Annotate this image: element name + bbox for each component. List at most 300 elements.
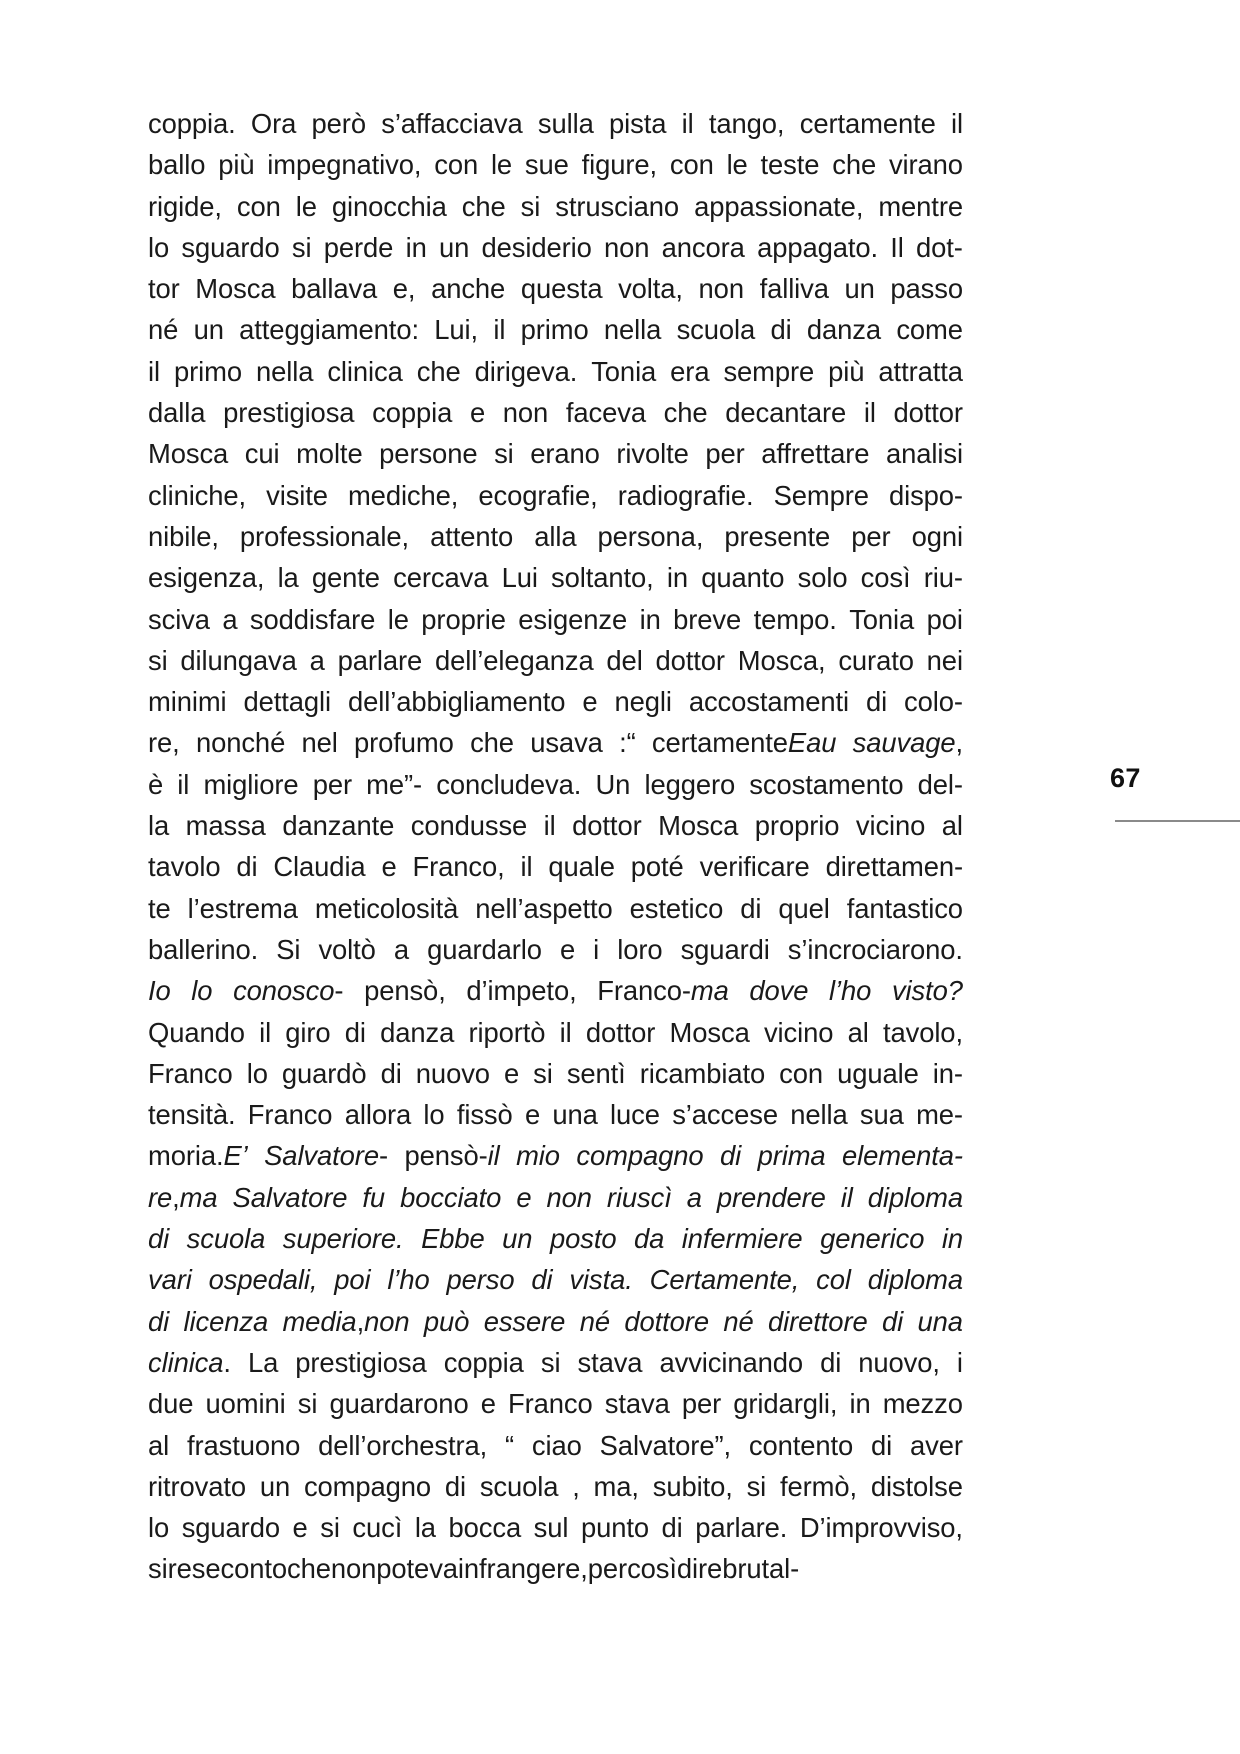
text-word <box>148 599 210 640</box>
roman-run: parlare <box>337 644 423 676</box>
text-word <box>218 144 254 185</box>
roman-run: tempo. <box>753 603 837 635</box>
text-word <box>447 1259 515 1300</box>
roman-run: prestigiosa <box>295 1346 427 1378</box>
text-word <box>910 1425 963 1466</box>
text-word <box>424 1301 469 1342</box>
text-word <box>188 888 298 929</box>
italic-run: dottore <box>624 1305 709 1337</box>
roman-run: persone <box>379 438 478 470</box>
roman-run: uomini <box>205 1388 286 1420</box>
roman-run: il <box>543 810 556 842</box>
text-word <box>600 1425 731 1466</box>
text-line <box>148 1507 963 1548</box>
text-word <box>845 268 875 309</box>
roman-run: la <box>414 1512 436 1544</box>
text-word <box>670 1012 750 1053</box>
roman-run: i <box>593 933 600 965</box>
italic-run: poi <box>334 1264 371 1296</box>
roman-run: meticolosità <box>314 892 459 924</box>
text-word <box>329 1383 468 1424</box>
text-word <box>293 1507 308 1548</box>
roman-run: tango, <box>708 108 785 139</box>
text-word <box>362 1177 385 1218</box>
roman-run: Lui, <box>434 314 479 346</box>
text-word <box>313 764 352 805</box>
text-word <box>491 144 512 185</box>
italic-run: scuola <box>186 1223 266 1255</box>
roman-run: sua <box>859 1099 904 1131</box>
italic-run: può <box>423 1305 470 1337</box>
roman-run: più <box>218 149 255 181</box>
text-line <box>148 681 963 722</box>
text-word <box>779 1053 823 1094</box>
text-line <box>148 1218 963 1259</box>
roman-run: primo <box>520 314 589 346</box>
text-word <box>615 681 672 722</box>
page-number-block <box>1110 762 1240 794</box>
text-word <box>462 186 506 227</box>
text-word <box>292 227 312 268</box>
text-word <box>942 805 963 846</box>
roman-run: stava <box>604 1388 670 1420</box>
folio-divider-rule <box>1115 820 1240 822</box>
roman-run: usava <box>530 727 603 759</box>
roman-run: sguardi <box>680 933 770 965</box>
text-word <box>627 1548 677 1589</box>
text-word <box>180 640 296 681</box>
text-word <box>560 1012 572 1053</box>
text-word <box>871 1466 963 1507</box>
roman-run: allora <box>344 1099 412 1131</box>
roman-run: appagato. <box>757 231 879 263</box>
roman-run: virano <box>888 149 963 181</box>
roman-run: coppia <box>443 1346 524 1378</box>
roman-run: breve <box>673 603 742 635</box>
text-word <box>634 1218 664 1259</box>
text-word <box>415 1507 436 1548</box>
roman-run: Mosca, <box>737 644 826 676</box>
roman-run: e <box>503 1057 520 1089</box>
roman-run: me- <box>916 1099 963 1131</box>
text-word <box>610 1094 660 1135</box>
roman-run: poteva <box>376 1553 458 1585</box>
text-word <box>656 640 725 681</box>
italic-run: conosco <box>233 975 335 1007</box>
roman-run: Un <box>595 768 631 800</box>
text-word <box>755 805 840 846</box>
text-word <box>837 1053 919 1094</box>
text-word <box>148 144 205 185</box>
roman-run: avvicinando <box>659 1346 804 1378</box>
roman-run: Il <box>890 231 904 263</box>
text-line <box>148 1177 963 1218</box>
roman-run: era <box>670 355 710 387</box>
text-word <box>521 186 541 227</box>
roman-run: volta, <box>618 273 683 305</box>
roman-run: Franco, <box>412 851 505 883</box>
text-word <box>609 103 666 144</box>
text-word <box>889 144 963 185</box>
italic-run: elementa- <box>842 1140 963 1172</box>
roman-run: ecografie, <box>478 479 598 511</box>
roman-run: e <box>381 851 397 883</box>
roman-run: nonché <box>195 727 286 759</box>
text-word <box>282 805 394 846</box>
roman-run: guardò <box>281 1057 367 1089</box>
text-word <box>148 1012 245 1053</box>
italic-run: di <box>719 1140 742 1172</box>
italic-run: diploma <box>867 1181 963 1213</box>
text-word <box>761 144 820 185</box>
roman-run: rese <box>167 1553 221 1585</box>
text-word <box>243 681 331 722</box>
text-word <box>886 433 963 474</box>
text-word <box>677 1548 722 1589</box>
roman-run: loro <box>617 933 663 965</box>
roman-run: condusse <box>410 810 528 842</box>
text-word <box>516 1135 560 1176</box>
italic-run: di <box>882 1305 904 1337</box>
text-word <box>533 1053 553 1094</box>
roman-run: con <box>779 1057 824 1089</box>
roman-run: re, <box>148 727 180 759</box>
text-word <box>168 1548 221 1589</box>
text-word <box>376 1548 458 1589</box>
text-line <box>148 929 963 970</box>
roman-run: negli <box>614 686 672 718</box>
text-word <box>733 1383 837 1424</box>
roman-run: gridargli, <box>733 1388 838 1420</box>
roman-run: il <box>559 1016 572 1048</box>
roman-run: in <box>666 562 689 594</box>
text-word <box>662 227 745 268</box>
italic-run: visto? <box>891 975 963 1007</box>
text-word <box>720 1135 741 1176</box>
text-word <box>757 227 878 268</box>
roman-run: danzante <box>282 810 395 842</box>
text-word <box>273 846 365 887</box>
roman-run: proprie <box>421 603 506 635</box>
text-line <box>148 433 963 474</box>
italic-run: il <box>487 1140 500 1172</box>
roman-run: coppia <box>372 397 453 429</box>
roman-run: tavolo <box>148 851 221 883</box>
text-word <box>493 309 505 350</box>
roman-run: riu- <box>923 562 963 594</box>
italic-run: dove <box>749 975 809 1007</box>
italic-run: da <box>633 1223 665 1255</box>
text-line <box>148 309 963 350</box>
text-word <box>148 186 222 227</box>
roman-run: si <box>520 190 541 222</box>
text-word <box>525 144 569 185</box>
roman-run: nell’aspetto <box>475 892 613 924</box>
text-word <box>604 309 661 350</box>
text-word <box>148 1548 168 1589</box>
text-word <box>148 888 171 929</box>
text-line <box>148 557 963 598</box>
text-word <box>951 103 963 144</box>
roman-run: e <box>469 397 486 429</box>
text-word <box>853 722 963 763</box>
roman-run: non <box>502 397 549 429</box>
roman-run: dettagli <box>243 686 332 718</box>
text-word <box>878 186 963 227</box>
roman-run: distolse <box>870 1470 963 1502</box>
text-word <box>847 888 963 929</box>
roman-run: giro <box>285 1016 331 1048</box>
italic-run: direttore <box>768 1305 868 1337</box>
italic-run: Eau <box>787 727 837 759</box>
roman-run: soddisfare <box>249 603 376 635</box>
roman-run: soltanto, <box>551 562 654 594</box>
text-word <box>148 805 169 846</box>
roman-run: la <box>148 810 170 842</box>
text-word <box>174 351 242 392</box>
text-word <box>598 516 704 557</box>
text-word <box>858 1342 940 1383</box>
text-word <box>606 640 642 681</box>
roman-run: d’impeto, <box>466 975 577 1007</box>
roman-run: impegnativo, <box>267 149 422 181</box>
italic-run: vari <box>148 1264 192 1296</box>
text-word <box>318 1425 487 1466</box>
roman-run: “ <box>505 1429 515 1461</box>
text-word <box>148 1177 218 1218</box>
text-word <box>624 1301 709 1342</box>
text-word <box>251 103 296 144</box>
roman-run: , <box>572 1470 580 1502</box>
text-word <box>644 764 735 805</box>
text-word <box>304 1466 431 1507</box>
text-line <box>148 1259 963 1300</box>
text-line <box>148 103 963 144</box>
text-word <box>348 681 565 722</box>
text-word <box>503 392 548 433</box>
text-word <box>381 103 522 144</box>
roman-run: si <box>533 1057 553 1089</box>
text-word <box>478 475 597 516</box>
roman-run: clinica <box>327 355 403 387</box>
roman-run: strusciano <box>555 190 680 222</box>
italic-run: di <box>148 1305 170 1337</box>
roman-run: luce <box>610 1099 660 1131</box>
roman-run: sempre <box>723 355 815 387</box>
text-word <box>148 1425 169 1466</box>
roman-run: perde <box>323 231 394 263</box>
roman-run: pista <box>609 108 667 139</box>
roman-run: moria. <box>148 1140 224 1172</box>
italic-run: ma <box>690 975 729 1007</box>
roman-run: Sempre <box>773 479 869 511</box>
roman-run: Ora <box>250 108 297 139</box>
italic-run: Io <box>148 975 171 1007</box>
text-word <box>457 1094 513 1135</box>
text-word <box>148 1507 169 1548</box>
roman-run: guardarlo <box>427 933 542 965</box>
roman-run: sguardo <box>181 231 280 263</box>
text-word <box>148 1342 231 1383</box>
roman-run: attratta <box>878 355 963 387</box>
text-line <box>148 1342 963 1383</box>
roman-run: in <box>639 603 661 635</box>
text-word <box>616 433 688 474</box>
text-word <box>740 888 761 929</box>
text-word <box>807 309 881 350</box>
text-word <box>701 557 784 598</box>
text-word <box>774 475 869 516</box>
text-word <box>148 351 160 392</box>
roman-run: stava <box>577 1346 643 1378</box>
roman-run: tor <box>148 273 180 305</box>
text-word <box>681 929 770 970</box>
text-word <box>758 1135 826 1176</box>
text-word <box>912 516 963 557</box>
roman-run: il <box>681 108 694 139</box>
roman-run: nei <box>926 644 963 676</box>
text-word <box>148 764 163 805</box>
text-word <box>687 1177 702 1218</box>
roman-run: di <box>344 1016 366 1048</box>
text-word <box>560 929 575 970</box>
text-word <box>331 1548 376 1589</box>
text-word <box>404 1135 499 1176</box>
roman-run: te <box>148 892 171 924</box>
text-word <box>259 1012 271 1053</box>
text-word <box>247 1053 268 1094</box>
roman-run: cui <box>244 438 280 470</box>
text-word <box>653 1466 733 1507</box>
text-word <box>828 351 864 392</box>
text-word <box>327 351 402 392</box>
text-word <box>439 227 469 268</box>
roman-run: con <box>669 149 714 181</box>
italic-run: clinica <box>148 1346 224 1378</box>
roman-run: certamente <box>651 727 788 759</box>
text-word <box>849 599 914 640</box>
roman-run: con <box>434 149 479 181</box>
text-word <box>838 640 914 681</box>
italic-run: ma <box>179 1181 218 1213</box>
text-word <box>820 1342 841 1383</box>
roman-run: la <box>277 562 299 594</box>
roman-run: Franco <box>148 1057 233 1089</box>
roman-run: s’incrociarono. <box>787 933 963 965</box>
text-word <box>694 186 863 227</box>
text-word <box>717 1177 826 1218</box>
roman-run: a <box>309 644 325 676</box>
text-line <box>148 640 963 681</box>
text-word <box>723 351 814 392</box>
roman-run: le <box>490 149 513 181</box>
text-word <box>148 1094 236 1135</box>
italic-run: lo <box>191 975 213 1007</box>
roman-run: che <box>470 727 514 759</box>
text-word <box>530 722 603 763</box>
italic-run: una <box>917 1305 963 1337</box>
roman-run: aver <box>910 1429 963 1461</box>
roman-run: Salvatore”, <box>599 1429 731 1461</box>
text-word <box>800 103 936 144</box>
text-word <box>798 557 848 598</box>
text-word <box>417 351 461 392</box>
text-word <box>722 1548 799 1589</box>
text-word <box>878 351 962 392</box>
text-word <box>148 722 180 763</box>
roman-run: - <box>378 1140 388 1172</box>
text-word <box>296 433 362 474</box>
text-word <box>595 764 630 805</box>
text-word <box>148 433 228 474</box>
text-word <box>521 309 589 350</box>
text-word <box>682 103 694 144</box>
text-word <box>148 516 219 557</box>
text-word <box>504 1053 519 1094</box>
roman-run: La <box>247 1346 279 1378</box>
roman-run: professionale, <box>239 520 410 552</box>
roman-run: cercava <box>393 562 489 594</box>
text-word <box>338 640 423 681</box>
roman-run: me”- <box>366 768 423 800</box>
text-word <box>148 1218 169 1259</box>
text-line <box>148 1094 963 1135</box>
roman-run: bocca <box>448 1512 522 1544</box>
italic-run: né <box>579 1305 610 1337</box>
roman-run: ogni <box>911 520 963 552</box>
text-word <box>618 268 683 309</box>
roman-run: sulla <box>537 108 594 139</box>
text-line <box>148 227 963 268</box>
roman-run: colo- <box>904 686 963 718</box>
text-word <box>607 1177 672 1218</box>
text-word <box>749 1425 853 1466</box>
roman-run: migliore <box>203 768 299 800</box>
roman-run: teste <box>760 149 820 181</box>
text-word <box>630 888 724 929</box>
text-word <box>285 1012 330 1053</box>
text-word <box>851 516 890 557</box>
text-word <box>148 846 221 887</box>
text-line <box>148 186 963 227</box>
roman-run: che <box>416 355 461 387</box>
text-word <box>312 103 366 144</box>
text-word <box>195 268 275 309</box>
text-word <box>400 1177 501 1218</box>
roman-run: fermò, <box>779 1470 857 1502</box>
roman-run: al <box>941 810 963 842</box>
roman-run: in- <box>932 1057 963 1089</box>
italic-run: generico <box>820 1223 925 1255</box>
roman-run: coppia. <box>148 108 236 139</box>
roman-run: al <box>148 1429 170 1461</box>
text-word <box>381 1053 402 1094</box>
text-word <box>530 433 600 474</box>
text-word <box>148 392 205 433</box>
roman-run: dire <box>676 1553 723 1585</box>
roman-run: però <box>311 108 366 139</box>
text-word <box>617 929 662 970</box>
text-line <box>148 846 963 887</box>
text-word <box>534 1507 569 1548</box>
italic-run: non <box>546 1181 592 1213</box>
text-word <box>484 1301 566 1342</box>
roman-run: lo <box>148 1512 170 1544</box>
text-word <box>860 1094 904 1135</box>
text-word <box>640 1053 765 1094</box>
roman-run: e <box>292 1512 308 1544</box>
text-word <box>586 1012 655 1053</box>
